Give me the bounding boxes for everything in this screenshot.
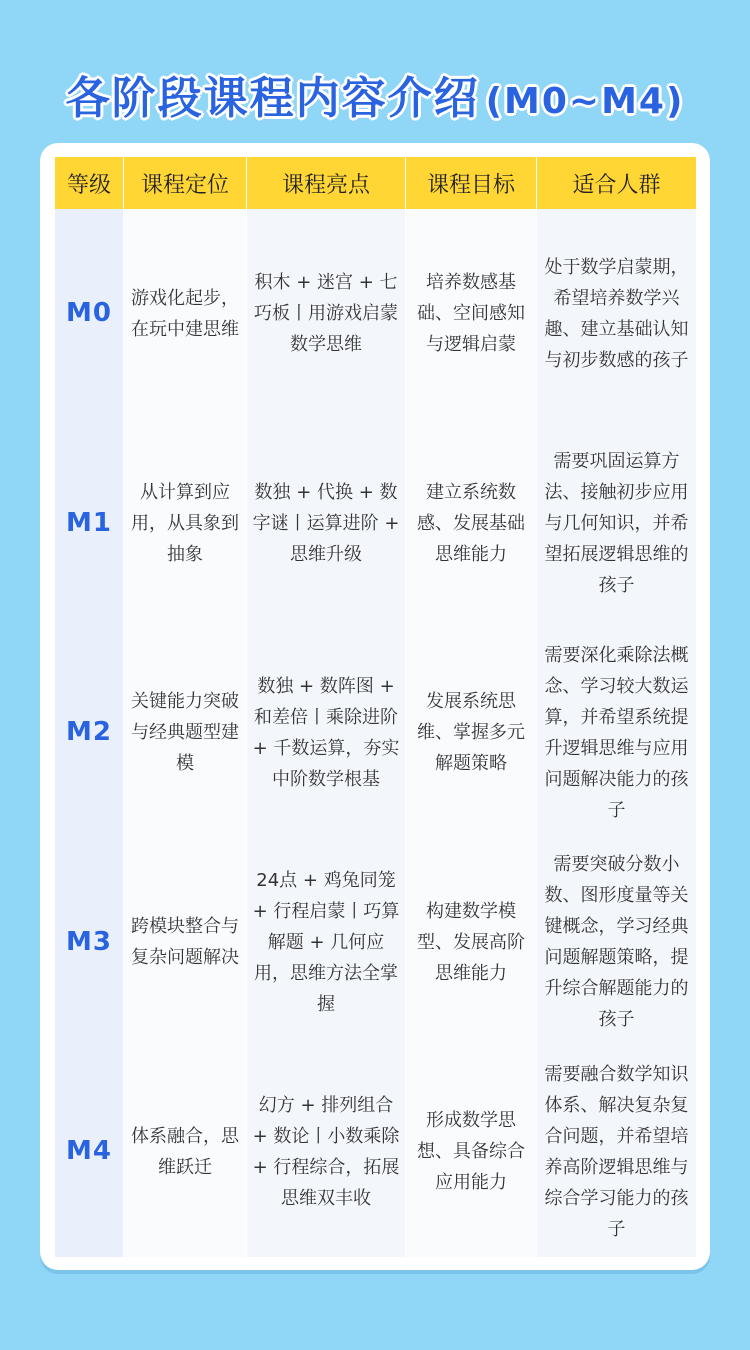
goals-cell: 建立系统数感、发展基础思维能力 xyxy=(406,419,536,629)
goals-cell: 培养数感基础、空间感知与逻辑启蒙 xyxy=(406,209,536,419)
positioning-cell: 体系融合，思维跃迁 xyxy=(124,1047,246,1257)
highlights-cell: 24点 + 鸡兔同笼 + 行程启蒙丨巧算解题 + 几何应用，思维方法全掌握 xyxy=(247,838,405,1048)
title-sub: (M0~M4) xyxy=(485,81,685,122)
highlights-cell: 幻方 + 排列组合 + 数论丨小数乘除 + 行程综合，拓展思维双丰收 xyxy=(247,1047,405,1257)
course-table xyxy=(55,157,695,1257)
header-level: 等级 xyxy=(55,157,123,209)
positioning-cell: 游戏化起步，在玩中建思维 xyxy=(124,209,246,419)
goals-cell: 形成数学思想、具备综合应用能力 xyxy=(406,1047,536,1257)
level-cell: M1 xyxy=(55,419,123,629)
audience-cell: 需要突破分数小数、图形度量等关键概念，学习经典问题解题策略，提升综合解题能力的孩子 xyxy=(537,838,696,1048)
audience-cell: 需要深化乘除法概念、学习较大数运算，并希望系统提升逻辑思维与应用问题解决能力的孩子 xyxy=(537,628,696,838)
audience-cell: 需要融合数学知识体系、解决复杂复合问题，并希望培养高阶逻辑思维与综合学习能力的孩子 xyxy=(537,1047,696,1257)
title-main: 各阶段课程内容介绍 xyxy=(65,73,480,124)
positioning-cell: 跨模块整合与复杂问题解决 xyxy=(124,838,246,1048)
header-positioning: 课程定位 xyxy=(124,157,246,209)
positioning-cell: 从计算到应用，从具象到抽象 xyxy=(124,419,246,629)
page-title xyxy=(0,62,750,126)
highlights-cell: 数独 + 代换 + 数字谜丨运算进阶 + 思维升级 xyxy=(247,419,405,629)
audience-cell: 处于数学启蒙期，希望培养数学兴趣、建立基础认知与初步数感的孩子 xyxy=(537,209,696,419)
course-table-card xyxy=(40,143,710,1270)
level-cell: M3 xyxy=(55,838,123,1048)
header-highlights: 课程亮点 xyxy=(247,157,405,209)
positioning-cell: 关键能力突破与经典题型建模 xyxy=(124,628,246,838)
goals-cell: 构建数学模型、发展高阶思维能力 xyxy=(406,838,536,1048)
audience-cell: 需要巩固运算方法、接触初步应用与几何知识，并希望拓展逻辑思维的孩子 xyxy=(537,419,696,629)
level-cell: M0 xyxy=(55,209,123,419)
header-goals: 课程目标 xyxy=(406,157,536,209)
highlights-cell: 数独 + 数阵图 + 和差倍丨乘除进阶 + 千数运算，夯实中阶数学根基 xyxy=(247,628,405,838)
header-audience: 适合人群 xyxy=(537,157,696,209)
highlights-cell: 积木 + 迷宫 + 七巧板丨用游戏启蒙数学思维 xyxy=(247,209,405,419)
level-cell: M4 xyxy=(55,1047,123,1257)
level-cell: M2 xyxy=(55,628,123,838)
goals-cell: 发展系统思维、掌握多元解题策略 xyxy=(406,628,536,838)
